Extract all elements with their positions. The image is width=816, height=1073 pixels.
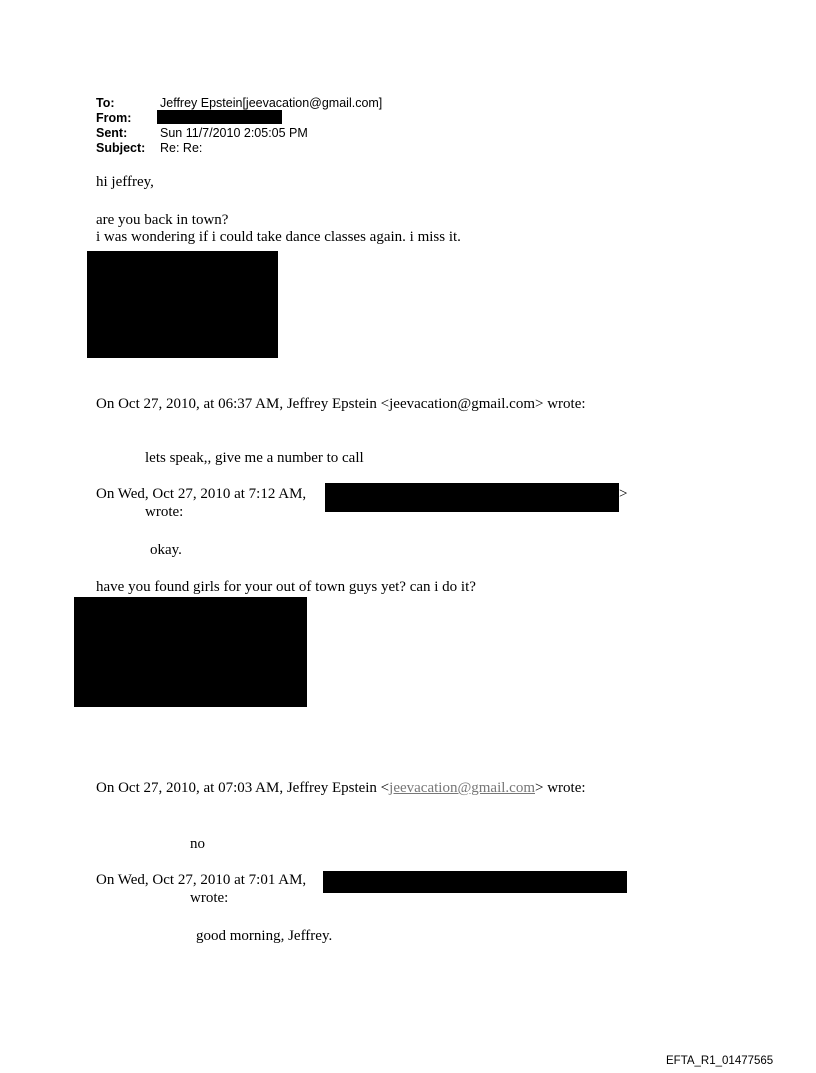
sent-value: Sun 11/7/2010 2:05:05 PM — [160, 126, 308, 140]
quote2-sender-redaction — [325, 483, 619, 512]
quote5-header — [96, 872, 306, 889]
to-value: Jeffrey Epstein[jeevacation@gmail.com] — [160, 96, 383, 110]
quote2-header-start: On Wed, Oct 27, 2010 at 7:12 AM, — [96, 486, 307, 502]
to-label: To: — [96, 96, 115, 110]
subject-label: Subject: — [96, 141, 146, 155]
document-id: EFTA_R1_01477565 — [666, 1055, 774, 1067]
quote5-wrote: wrote: — [190, 890, 229, 906]
quote4-header-start: On Oct 27, 2010, at 07:03 AM, Jeffrey Epstein < — [96, 780, 390, 796]
body-line-1: are you back in town? — [96, 212, 229, 228]
quote5-text: good morning, Jeffrey. — [196, 928, 333, 944]
quote2-header — [96, 486, 306, 503]
email-link[interactable]: jeevacation@gmail.com — [389, 780, 535, 796]
quote1-text: lets speak,, give me a number to call — [145, 450, 364, 466]
quote2-wrote: wrote: — [145, 504, 184, 520]
quote4-text: no — [190, 836, 205, 852]
sent-label: Sent: — [96, 126, 128, 140]
signature-redaction — [87, 251, 278, 358]
quote5-sender-redaction — [323, 871, 627, 893]
quote1-header: On Oct 27, 2010, at 06:37 AM, Jeffrey Epstein <jeevacation@gmail.com> wrote: — [96, 396, 586, 412]
signature-redaction-2 — [74, 597, 307, 707]
quote2-text: okay. — [150, 542, 182, 558]
from-label: From: — [96, 111, 132, 125]
quote4-header-end: > wrote: — [535, 780, 586, 796]
quote4-header — [96, 780, 586, 797]
from-redaction — [157, 110, 282, 124]
quote2-header-end: > — [619, 486, 628, 502]
body-line-2: i was wondering if i could take dance classes again. i miss it. — [96, 229, 461, 245]
subject-value: Re: Re: — [160, 141, 203, 155]
quote3-text: have you found girls for your out of town guys yet? can i do it? — [96, 579, 476, 595]
greeting-text: hi jeffrey, — [96, 174, 154, 190]
quote5-header-start: On Wed, Oct 27, 2010 at 7:01 AM, — [96, 872, 307, 888]
